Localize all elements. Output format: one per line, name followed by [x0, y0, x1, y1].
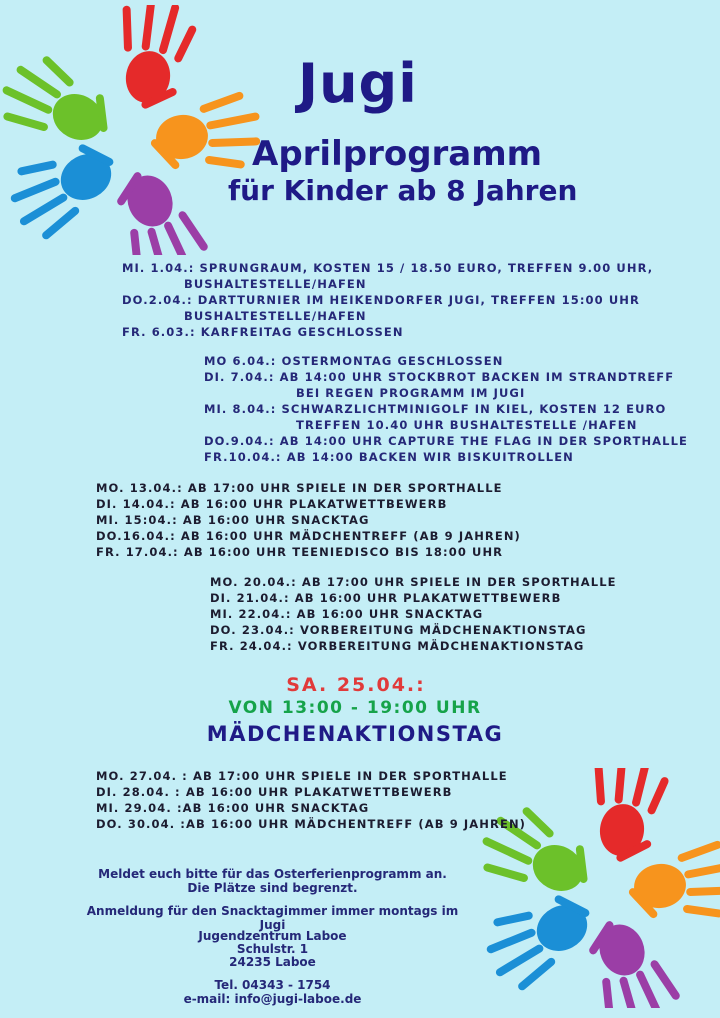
program-entry: MO. 20.04.: AB 17:00 UHR SPIELE IN DER SPORTHALLE: [210, 575, 617, 589]
program-entry-continuation: BUSHALTESTELLE/HAFEN: [184, 277, 367, 291]
program-entry: DO.2.04.: DARTTURNIER IM HEIKENDORFER JUGI, TREFFEN 15:00 UHR: [122, 293, 640, 307]
contact-block: [80, 978, 465, 1006]
purple-hand-icon: [100, 156, 214, 255]
snack-registration-note: Anmeldung für den Snacktagimmer immer montags im Jugi: [86, 904, 459, 932]
red-hand-icon: [105, 5, 201, 117]
program-entry: MO. 13.04.: AB 17:00 UHR SPIELE IN DER SPORTHALLE: [96, 481, 503, 495]
event-name: MÄDCHENAKTIONSTAG: [206, 722, 504, 746]
program-section-week3: [96, 480, 521, 560]
registration-line-2: Die Plätze sind begrenzt.: [187, 881, 358, 895]
program-section-week2: [204, 353, 688, 465]
program-section-week4: [210, 574, 617, 654]
program-entry: MI. 22.04.: AB 16:00 UHR SNACKTAG: [210, 607, 484, 621]
address-block: [80, 930, 465, 969]
program-entry: FR.10.04.: AB 14:00 BACKEN WIR BISKUITROLLEN: [204, 450, 574, 464]
program-entry: MI. 15:04.: AB 16:00 UHR SNACKTAG: [96, 513, 370, 527]
address-street: Schulstr. 1: [236, 942, 309, 956]
program-entry: DO.9.04.: AB 14:00 UHR CAPTURE THE FLAG IN DER SPORTHALLE: [204, 434, 688, 448]
program-entry: FR. 17.04.: AB 16:00 UHR TEENIEDISCO BIS 18:00 UHR: [96, 545, 504, 559]
green-hand-icon: [0, 44, 126, 166]
program-entry: MI. 29.04. :AB 16:00 UHR SNACKTAG: [96, 801, 370, 815]
audience-line: für Kinder ab 8 Jahren: [228, 174, 578, 207]
contact-email[interactable]: e-mail: info@jugi-laboe.de: [183, 992, 362, 1006]
program-entry: FR. 24.04.: VORBEREITUNG MÄDCHENAKTIONSTAG: [210, 639, 585, 653]
program-entry: DI. 7.04.: AB 14:00 UHR STOCKBROT BACKEN IM STRANDTREFF: [204, 370, 675, 384]
program-entry: DI. 14.04.: AB 16:00 UHR PLAKATWETTBEWERB: [96, 497, 448, 511]
program-entry: DO. 30.04. :AB 16:00 UHR MÄDCHENTREFF (AB 9 JAHREN): [96, 817, 527, 831]
program-entry: MI. 8.04.: SCHWARZLICHTMINIGOLF IN KIEL, KOSTEN 12 EURO: [204, 402, 667, 416]
program-section-week1: [122, 260, 653, 340]
page-subtitle: Aprilprogramm: [252, 134, 543, 174]
program-entry: DI. 28.04. : AB 16:00 UHR PLAKATWETTBEWERB: [96, 785, 453, 799]
program-entry-continuation: TREFFEN 10.40 UHR BUSHALTESTELLE /HAFEN: [296, 418, 638, 432]
program-entry-continuation: BEI REGEN PROGRAMM IM JUGI: [296, 386, 526, 400]
event-time: VON 13:00 - 19:00 UHR: [228, 698, 482, 718]
registration-line-1: Meldet euch bitte für das Osterferienprogramm an.: [98, 867, 447, 881]
program-entry: MO 6.04.: OSTERMONTAG GESCHLOSSEN: [204, 354, 504, 368]
program-entry-continuation: BUSHALTESTELLE/HAFEN: [184, 309, 367, 323]
address-name: Jugendzentrum Laboe: [198, 929, 347, 943]
event-date: SA. 25.04.:: [286, 674, 426, 696]
handprints-top-decoration: [0, 5, 260, 255]
orange-hand-icon: [144, 89, 260, 182]
program-entry: MO. 27.04. : AB 17:00 UHR SPIELE IN DER SPORTHALLE: [96, 769, 508, 783]
address-city: 24235 Laboe: [229, 955, 316, 969]
program-entry: DI. 21.04.: AB 16:00 UHR PLAKATWETTBEWERB: [210, 591, 562, 605]
program-entry: DO.16.04.: AB 16:00 UHR MÄDCHENTREFF (AB 9 JAHREN): [96, 529, 521, 543]
program-section-week5: [96, 768, 526, 832]
program-entry: MI. 1.04.: SPRUNGRAUM, KOSTEN 15 / 18.50 EURO, TREFFEN 9.00 UHR,: [122, 261, 654, 275]
contact-phone: Tel. 04343 - 1754: [214, 978, 331, 992]
page-title: Jugi: [298, 52, 418, 115]
program-entry: DO. 23.04.: VORBEREITUNG MÄDCHENAKTIONSTAG: [210, 623, 587, 637]
program-entry: FR. 6.03.: KARFREITAG GESCHLOSSEN: [122, 325, 404, 339]
blue-hand-icon: [0, 126, 133, 248]
registration-note: [80, 867, 465, 895]
